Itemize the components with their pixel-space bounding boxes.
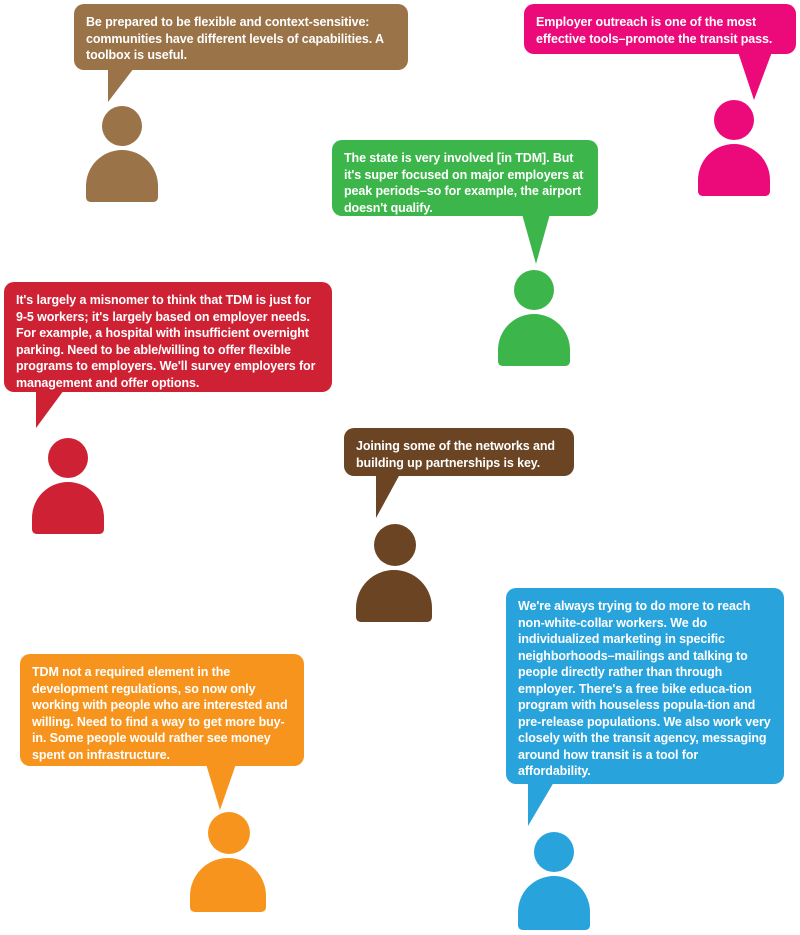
avatar-head [208, 812, 250, 854]
speech-bubble-tail-blue [528, 782, 554, 826]
speech-bubble-dark-brown: Joining some of the networks and building up partnerships is key. [344, 428, 574, 476]
avatar-head [374, 524, 416, 566]
persona-brown-top [86, 106, 158, 202]
speech-bubble-tail-red [36, 390, 64, 428]
persona-pink [698, 100, 770, 196]
avatar-body [356, 570, 432, 622]
avatar-body [498, 314, 570, 366]
avatar-body [190, 858, 266, 912]
speech-bubble-blue: We're always trying to do more to reach non-white-collar workers. We do individualized marketing in specific neighborhoods–mailings and talking to people directly rather than through employer. There's a free bike educa-tion program with houseless popula-tion and pre-release populations. We also work very closely with the transit agency, messaging around how transit is a tool for affordability. [506, 588, 784, 784]
speech-bubble-tail-brown-top [108, 68, 134, 102]
avatar-head [514, 270, 554, 310]
avatar-head [534, 832, 574, 872]
speech-bubble-pink: Employer outreach is one of the most effective tools–promote the transit pass. [524, 4, 796, 54]
speech-bubble-green: The state is very involved [in TDM]. But it's super focused on major employers at peak periods–so for example, the airport doesn't qualify. [332, 140, 598, 216]
avatar-head [714, 100, 754, 140]
avatar-body [698, 144, 770, 196]
avatar-body [518, 876, 590, 930]
speech-bubble-tail-dark-brown [376, 474, 400, 518]
speech-bubble-tail-pink [738, 52, 772, 100]
persona-dark-brown [356, 524, 432, 622]
persona-orange [190, 812, 266, 912]
speech-bubble-red: It's largely a misnomer to think that TDM is just for 9-5 workers; it's largely based on employer needs. For example, a hospital with insufficient overnight parking. Need to be able/willing to offer flexible programs to employers. We'll survey employers for management and offer options. [4, 282, 332, 392]
persona-blue [518, 832, 590, 930]
speech-bubble-orange: TDM not a required element in the development regulations, so now only working with people who are interested and willing. Need to find a way to get more buy-in. Some people would rather see money spent on infrastructure. [20, 654, 304, 766]
avatar-body [86, 150, 158, 202]
speech-bubble-brown-top: Be prepared to be flexible and context-sensitive: communities have different levels of capabilities. A toolbox is useful. [74, 4, 408, 70]
avatar-head [102, 106, 142, 146]
speech-bubble-tail-green [522, 214, 550, 264]
speech-bubble-tail-orange [206, 764, 236, 810]
avatar-body [32, 482, 104, 534]
avatar-head [48, 438, 88, 478]
persona-red [32, 438, 104, 534]
persona-green [498, 270, 570, 366]
